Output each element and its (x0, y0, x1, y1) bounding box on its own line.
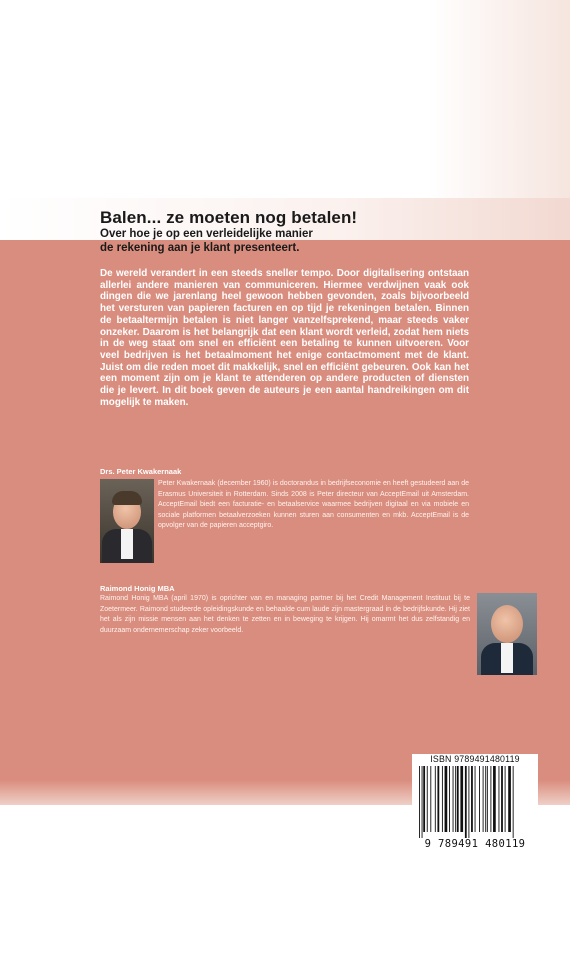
author-name-peter: Drs. Peter Kwakernaak (100, 467, 182, 476)
author-bio-peter: Peter Kwakernaak (december 1960) is doctorandus in bedrijfseconomie en heeft gestudeerd aan de Erasmus Universiteit in Rotterdam. Sinds 2008 is Peter directeur van AcceptEmail uit Amsterdam. AcceptEmail biedt een facturatie- en betaalservice waarmee bedrijven digitaal en via mobiele en sociale platformen betaalverzoeken kunnen sturen aan consumenten en mkb. AcceptEmail is de opvolger van de papieren acceptgiro. (158, 480, 469, 530)
book-subtitle-line-2: de rekening aan je klant presenteert. (100, 242, 300, 254)
book-title: Balen... ze moeten nog betalen! (100, 208, 358, 227)
barcode-bars (418, 766, 534, 838)
author-photo-peter (100, 479, 154, 563)
author-name-raimond: Raimond Honig MBA (100, 584, 175, 593)
barcode-digits: 9 789491 480119 (424, 838, 526, 850)
book-subtitle-line-1: Over hoe je op een verleidelijke manier (100, 228, 313, 240)
blurb-paragraph: De wereld verandert in een steeds sneller tempo. Door digitalisering ontstaan allerlei andere manieren van communiceren. Hiermee verdwijnen vaak ook dingen die we jarenlang heel gewoon hebben gevonden, zoals bijvoorbeeld het versturen van papieren facturen en op tijd je rekeningen betalen. Binnen de betaaltermijn betalen is niet langer vanzelfsprekend, maar steeds vaker onzeker. Daarom is het belangrijk dat een klant wordt verleid, zodat hem niets in de weg staat om snel en efficiënt een betaling te kunnen uitvoeren. Voor veel bedrijven is het betaalmoment het enige contactmoment met de klant. Juist om die reden moet dit makkelijk, snel en efficiënt gebeuren. Ook kan het een moment zijn om je klant te attenderen op andere producten of diensten die je levert. In dit boek geven de auteurs je een aantal handreikingen om dit mogelijk te maken. (100, 268, 469, 408)
isbn-barcode-block (412, 754, 538, 852)
author-bio-raimond: Raimond Honig MBA (april 1970) is oprichter van en managing partner bij het Credit Management Instituut bij te Zoetermeer. Raimond studeerde opleidingskunde en behaalde cum laude zijn mastergraad in de bedrijfskunde. Hij ziet het als zijn missie mensen aan het denken te zetten en in beweging te krijgen. Hij omarmt het dus zelfstandig en duurzaam ondernemerschap zeker voorbeeld. (100, 595, 470, 634)
author-photo-raimond (477, 593, 537, 675)
isbn-label: ISBN 9789491480119 (430, 754, 520, 764)
cover-top-area (0, 0, 570, 198)
